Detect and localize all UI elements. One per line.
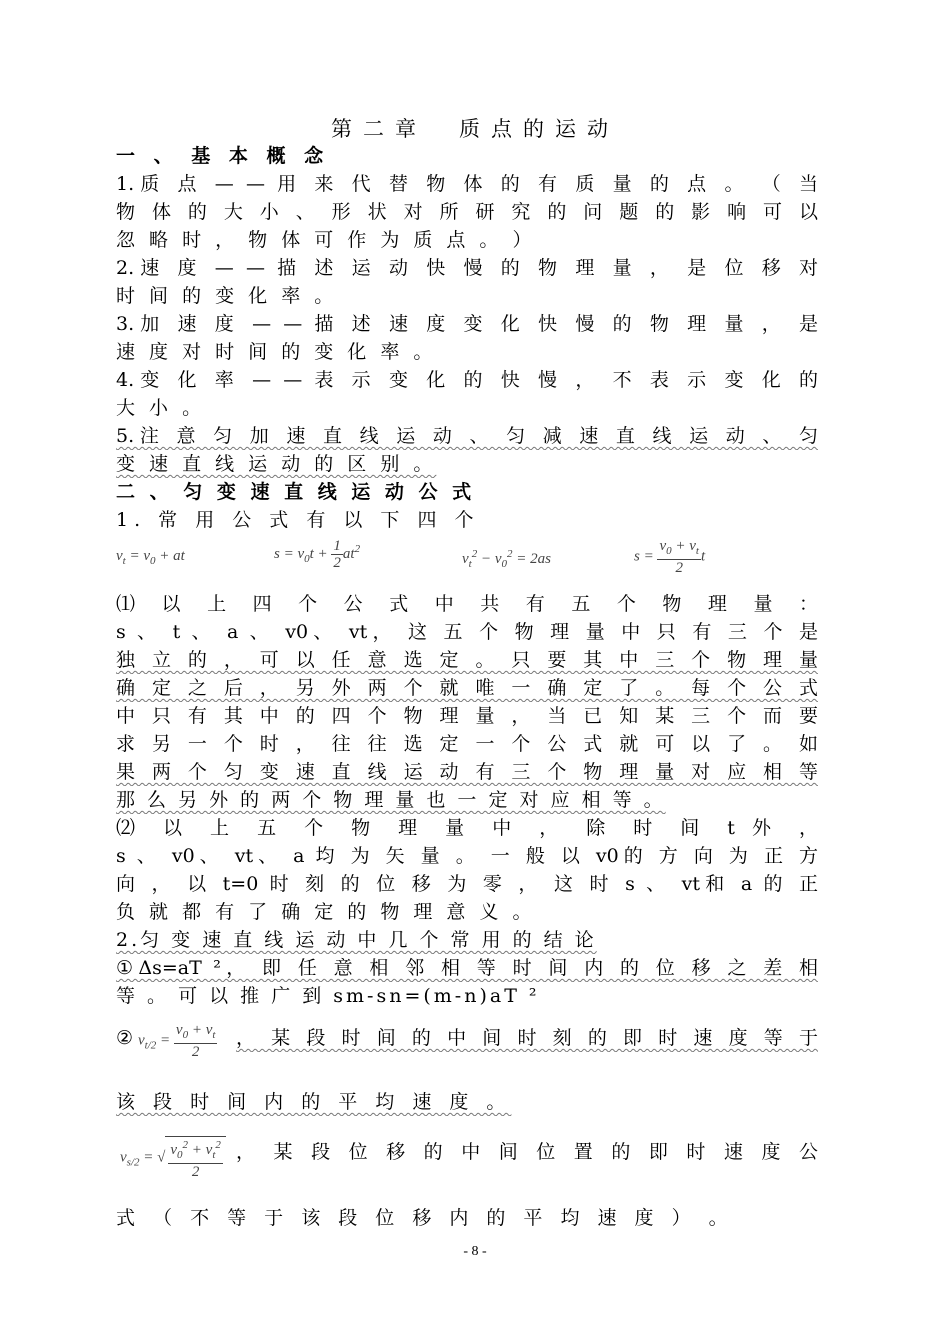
formula-velocity-squared: $v_t^2 - v_0^2 = 2as$ (462, 548, 551, 570)
note-2-line-3: 向 ， 以 t=0 时 刻 的 位 移 为 零 ， 这 时 s 、 vt和 a 的 正 (116, 873, 818, 895)
concept-5-line-1: 5.注 意 匀 加 速 直 线 运 动 、 匀 减 速 直 线 运 动 、 匀 (116, 425, 818, 447)
formulas-intro: 1. 常 用 公 式 有 以 下 四 个 (116, 509, 480, 531)
page-number: - 8 - (463, 1244, 487, 1259)
concept-2-line-2: 时 间 的 变 化 率 。 (116, 285, 338, 307)
conclusion-2-line-2: 该 段 时 间 内 的 平 均 速 度 。 (116, 1091, 512, 1113)
note-2-line-1: ⑵ 以 上 五 个 物 理 量 中 ， 除 时 间 t 外 ， (116, 817, 818, 839)
conclusion-3-line-1: ， 某 段 位 移 的 中 间 位 置 的 即 时 速 度 公 (236, 1141, 818, 1163)
concept-1-line-1: 1.质 点 — — 用 来 代 替 物 体 的 有 质 量 的 点 。 （ 当 (116, 173, 818, 195)
conclusion-1-line-1: ①Δs=aT ²， 即 任 意 相 邻 相 等 时 间 内 的 位 移 之 差 相 (116, 957, 818, 979)
note-1-line-6: 求 另 一 个 时 ， 往 往 选 定 一 个 公 式 就 可 以 了 。 如 (116, 733, 818, 755)
note-1-line-8: 那 么 另 外 的 两 个 物 理 量 也 一 定 对 应 相 等 。 (116, 789, 666, 811)
formula-mid-time-velocity: $v_{t/2}$ = $\frac{v_0 + v_t}{2}$ (138, 1022, 216, 1060)
conclusion-2-marker: ② (116, 1027, 134, 1049)
concept-5-line-2: 变 速 直 线 运 动 的 区 别 。 (116, 453, 437, 475)
formula-average-velocity: s = $\frac{v_0 + v_t}{2}$ t (634, 538, 706, 576)
section-heading-basic-concepts: 一 、 基 本 概 念 (116, 145, 330, 167)
conclusion-3-line-2: 式 （ 不 等 于 该 段 位 移 内 的 平 均 速 度 ） 。 (116, 1207, 734, 1229)
concept-4-line-2: 大 小 。 (116, 397, 206, 419)
note-1-line-4: 确 定 之 后 ， 另 外 两 个 就 唯 一 确 定 了 。 每 个 公 式 (116, 677, 818, 699)
concept-1-line-3: 忽 略 时 ， 物 体 可 作 为 质 点 。 ） (116, 229, 536, 251)
note-1-line-2: s 、 t 、 a 、 v0、 vt， 这 五 个 物 理 量 中 只 有 三 个 是 (116, 621, 818, 643)
formula-displacement: $s = v_0t$ + $\frac{1}{2}$ $at^2$ (274, 538, 361, 571)
note-1-line-1: ⑴ 以 上 四 个 公 式 中 共 有 五 个 物 理 量 ： (116, 593, 818, 615)
note-1-line-7: 果 两 个 匀 变 速 直 线 运 动 有 三 个 物 理 量 对 应 相 等 (116, 761, 818, 783)
concept-2-line-1: 2.速 度 — — 描 述 运 动 快 慢 的 物 理 量 ， 是 位 移 对 (116, 257, 818, 279)
concept-3-line-1: 3.加 速 度 — — 描 述 速 度 变 化 快 慢 的 物 理 量 ， 是 (116, 313, 818, 335)
note-1-line-3: 独 立 的 ， 可 以 任 意 选 定 。 只 要 其 中 三 个 物 理 量 (116, 649, 818, 671)
note-2-line-2: s 、 v0、 vt、 a 均 为 矢 量 。 一 般 以 v0的 方 向 为 正 方 (116, 845, 818, 867)
note-2-line-4: 负 就 都 有 了 确 定 的 物 理 意 义 。 (116, 901, 536, 923)
formula-mid-position-velocity: $v_{s/2}$ = √ $\frac{v_0^2 + v_t^2}{2}$ (120, 1136, 226, 1180)
concept-4-line-1: 4.变 化 率 — — 表 示 变 化 的 快 慢 ， 不 表 示 变 化 的 (116, 369, 818, 391)
note-1-line-5: 中 只 有 其 中 的 四 个 物 理 量 ， 当 已 知 某 三 个 而 要 (116, 705, 818, 727)
concept-1-line-2: 物 体 的 大 小 、 形 状 对 所 研 究 的 问 题 的 影 响 可 以 (116, 201, 818, 223)
conclusion-2-line-1: ， 某 段 时 间 的 中 间 时 刻 的 即 时 速 度 等 于 (236, 1027, 818, 1049)
section-heading-formulas: 二 、 匀 变 速 直 线 运 动 公 式 (116, 481, 476, 503)
formula-velocity: $v_t = v_0$ + at (116, 548, 185, 567)
concept-3-line-2: 速 度 对 时 间 的 变 化 率 。 (116, 341, 437, 363)
conclusions-heading: 2.匀 变 速 直 线 运 动 中 几 个 常 用 的 结 论 (116, 929, 597, 951)
conclusion-1-line-2: 等 。 可 以 推 广 到 sm-sn=(m-n)aT ² (116, 985, 540, 1007)
chapter-title: 第二章 质点的运动 (331, 117, 619, 141)
